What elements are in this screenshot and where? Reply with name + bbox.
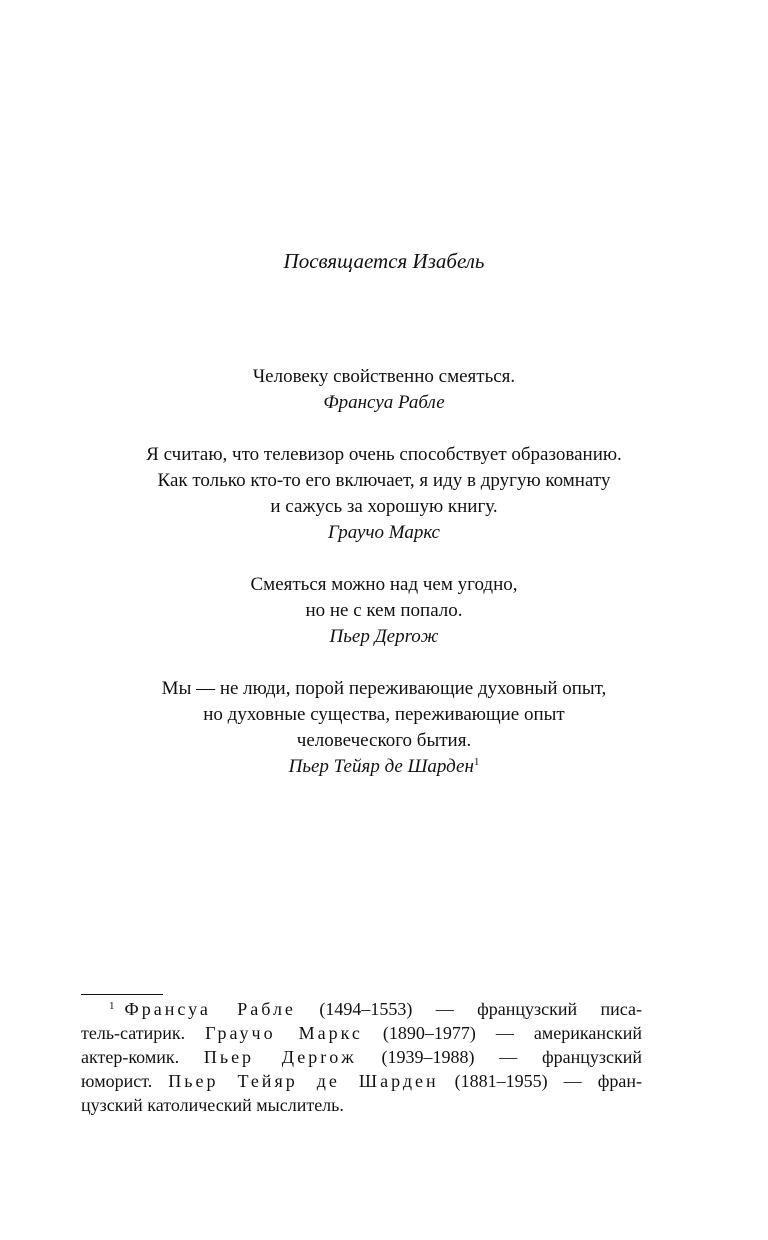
footnote-name: Пьер Тейяр де Шарден	[168, 1071, 439, 1091]
footnote-line	[81, 1045, 642, 1069]
epigraph-author: Пьер Деproж	[329, 626, 439, 647]
footnote-line	[81, 997, 642, 1021]
epigraph-author: Граучо Маркс	[328, 522, 440, 543]
footnote-reference[interactable]: 1	[473, 756, 480, 768]
epigraph-rabelais	[60, 364, 708, 416]
footnote-text: цузский католический мыслитель.	[81, 1095, 344, 1115]
epigraphs	[60, 364, 708, 806]
footnote-text: (1939–1988) — французский	[356, 1047, 642, 1067]
footnote-name: Граучо Маркс	[205, 1023, 363, 1043]
epigraph-line: и сажусь за хорошую книгу.	[270, 496, 498, 517]
epigraph-line: человеческого бытия.	[296, 730, 472, 751]
footnote-text: (1890–1977) — американский	[362, 1023, 642, 1043]
footnote-line	[81, 1021, 642, 1045]
epigraph-line: но не с кем попало.	[305, 600, 463, 621]
footnote-name: Франсуа Рабле	[124, 999, 296, 1019]
epigraph-author	[60, 754, 708, 780]
epigraph-marx	[60, 442, 708, 546]
footnote-text: актер-комик.	[81, 1047, 204, 1067]
footnote-line	[81, 1093, 642, 1117]
footnote-line	[81, 1069, 642, 1093]
epigraph-author-name: Пьер Тейяр де Шарден	[288, 756, 474, 777]
footnote-text: (1494–1553) — французский писа-	[295, 999, 642, 1019]
epigraph-desproges	[60, 572, 708, 650]
epigraph-line: Смеяться можно над чем угодно,	[250, 574, 518, 595]
footnote-text: тель-сатирик.	[81, 1023, 206, 1043]
epigraph-line: Как только кто-то его включает, я иду в другую комнату	[157, 470, 611, 491]
footnote-divider	[81, 994, 163, 995]
epigraph-line: Человеку свойственно смеяться.	[252, 366, 516, 387]
footnote-name: Пьер Деproж	[203, 1047, 357, 1067]
epigraph-line: но духовные существа, переживающие опыт	[203, 704, 565, 725]
footnote-text: (1881–1955) — фран-	[438, 1071, 642, 1091]
epigraph-line: Я считаю, что телевизор очень способствует образованию.	[146, 444, 622, 465]
footnote-text: юморист.	[81, 1071, 169, 1091]
epigraph-line: Мы — не люди, порой переживающие духовный опыт,	[161, 678, 607, 699]
epigraph-author: Франсуа Рабле	[323, 392, 445, 413]
dedication: Посвящается Изабель	[283, 249, 485, 273]
footnote-mark: 1	[109, 1000, 115, 1012]
epigraph-teilhard	[60, 676, 708, 780]
footnote	[81, 997, 642, 1117]
